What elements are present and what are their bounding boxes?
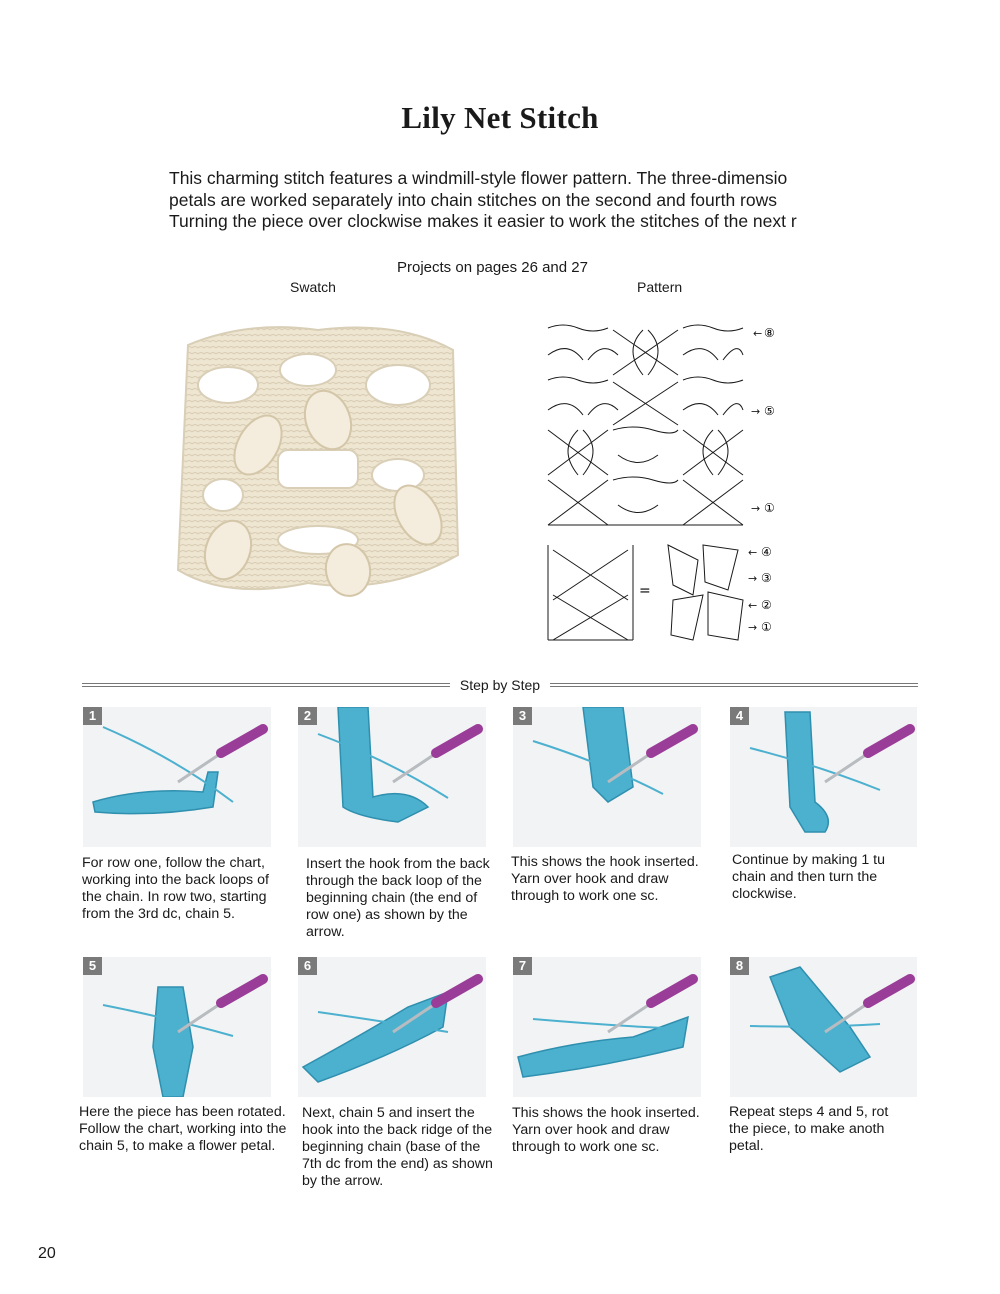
step-caption bbox=[729, 1104, 888, 1155]
caption-line: the piece, to make anoth bbox=[729, 1121, 885, 1137]
step-photo bbox=[513, 707, 701, 847]
step-caption bbox=[82, 855, 269, 923]
page-title: Lily Net Stitch bbox=[401, 100, 599, 135]
svg-text:←: ← bbox=[753, 327, 763, 340]
petal-marker-4: ④ bbox=[761, 545, 772, 559]
pattern-chart bbox=[543, 320, 783, 650]
yarn-strand bbox=[318, 734, 448, 798]
caption-line: petal. bbox=[729, 1138, 764, 1154]
projects-note: Projects on pages 26 and 27 bbox=[397, 259, 588, 276]
equals-sign: = bbox=[639, 583, 651, 599]
step-caption bbox=[732, 852, 885, 903]
step-caption bbox=[79, 1104, 286, 1155]
caption-line: the chain. In row two, starting bbox=[82, 889, 267, 905]
step-number-badge: 3 bbox=[513, 707, 532, 725]
caption-line: This shows the hook inserted. bbox=[511, 854, 699, 870]
chart-marker-8: ⑧ bbox=[764, 326, 775, 340]
caption-line: arrow. bbox=[306, 924, 345, 940]
caption-line: through the back loop of the bbox=[306, 873, 482, 889]
caption-line: Here the piece has been rotated. bbox=[79, 1104, 286, 1120]
petal-marker-3: ③ bbox=[761, 571, 772, 585]
crochet-piece bbox=[153, 987, 193, 1097]
step-number-badge: 7 bbox=[513, 957, 532, 975]
caption-line: Yarn over hook and draw bbox=[512, 1122, 670, 1138]
crochet-piece bbox=[518, 1017, 688, 1077]
caption-line: beginning chain (the end of bbox=[306, 890, 478, 906]
step-photo bbox=[513, 957, 701, 1097]
step-number-badge: 5 bbox=[83, 957, 102, 975]
step-number-badge: 1 bbox=[83, 707, 102, 725]
yarn-strand bbox=[750, 748, 880, 790]
caption-line: Continue by making 1 tu bbox=[732, 852, 886, 868]
pattern-label: Pattern bbox=[637, 279, 683, 295]
caption-line: row one) as shown by the bbox=[306, 907, 468, 923]
caption-line: Insert the hook from the back bbox=[306, 856, 490, 872]
svg-text:→: → bbox=[751, 405, 761, 418]
petal-marker-1: ① bbox=[761, 620, 772, 634]
step-caption bbox=[306, 856, 490, 941]
svg-text:←: ← bbox=[748, 546, 758, 559]
caption-line: hook into the back ridge of the bbox=[302, 1122, 493, 1138]
svg-text:←: ← bbox=[748, 599, 758, 612]
step-caption bbox=[302, 1105, 493, 1190]
yarn-strand bbox=[533, 1019, 663, 1028]
caption-line: through to work one sc. bbox=[511, 888, 659, 904]
svg-text:→: → bbox=[748, 572, 758, 585]
intro-line: Turning the piece over clockwise makes it easier to work the stitches of the next r bbox=[169, 211, 797, 231]
step-photo bbox=[298, 957, 486, 1097]
intro-paragraph bbox=[169, 168, 849, 233]
swatch-photo bbox=[168, 315, 468, 605]
caption-line: working into the back loops of bbox=[82, 872, 269, 888]
petal-marker-2: ② bbox=[761, 598, 772, 612]
step-caption bbox=[511, 854, 699, 905]
caption-line: beginning chain (base of the bbox=[302, 1139, 481, 1155]
caption-line: This shows the hook inserted. bbox=[512, 1105, 700, 1121]
caption-line: through to work one sc. bbox=[512, 1139, 660, 1155]
intro-line: This charming stitch features a windmill-style flower pattern. The three-dimensio bbox=[169, 168, 788, 188]
caption-line: For row one, follow the chart, bbox=[82, 855, 265, 871]
swatch-label: Swatch bbox=[290, 279, 336, 295]
page-number: 20 bbox=[38, 1245, 56, 1262]
hook-handle bbox=[868, 729, 910, 753]
step-photo bbox=[83, 957, 271, 1097]
step-number-badge: 4 bbox=[730, 707, 749, 725]
crochet-piece bbox=[583, 707, 633, 802]
step-number-badge: 6 bbox=[298, 957, 317, 975]
svg-text:→: → bbox=[751, 502, 761, 515]
caption-line: by the arrow. bbox=[302, 1173, 384, 1189]
step-photo bbox=[730, 957, 917, 1097]
crochet-piece bbox=[338, 707, 428, 822]
svg-text:→: → bbox=[748, 621, 758, 634]
step-by-step-heading: Step by Step bbox=[0, 677, 1000, 693]
hook-shaft bbox=[393, 752, 438, 782]
caption-line: 7th dc from the end) as shown bbox=[302, 1156, 493, 1172]
caption-line: Next, chain 5 and insert the bbox=[302, 1105, 475, 1121]
caption-line: Follow the chart, working into the bbox=[79, 1121, 287, 1137]
crochet-piece bbox=[770, 967, 870, 1072]
step-number-badge: 8 bbox=[730, 957, 749, 975]
caption-line: Yarn over hook and draw bbox=[511, 871, 669, 887]
chart-marker-5: ⑤ bbox=[764, 404, 775, 418]
chart-marker-1: ① bbox=[764, 501, 775, 515]
caption-line: chain and then turn the bbox=[732, 869, 878, 885]
caption-line: clockwise. bbox=[732, 886, 797, 902]
step-photo bbox=[83, 707, 271, 847]
hook-handle bbox=[221, 979, 263, 1003]
caption-line: from the 3rd dc, chain 5. bbox=[82, 906, 235, 922]
hook-handle bbox=[651, 979, 693, 1003]
step-caption bbox=[512, 1105, 700, 1156]
step-number-badge: 2 bbox=[298, 707, 317, 725]
intro-line: petals are worked separately into chain stitches on the second and fourth rows bbox=[169, 189, 777, 210]
hook-handle bbox=[651, 729, 693, 753]
step-photo bbox=[298, 707, 486, 847]
hook-handle bbox=[436, 979, 478, 1003]
hook-handle bbox=[868, 979, 910, 1003]
caption-line: chain 5, to make a flower petal. bbox=[79, 1138, 276, 1154]
hook-handle bbox=[221, 729, 263, 753]
hook-handle bbox=[436, 729, 478, 753]
caption-line: Repeat steps 4 and 5, rot bbox=[729, 1104, 889, 1120]
crochet-piece bbox=[303, 992, 448, 1082]
crochet-piece bbox=[785, 712, 828, 832]
step-photo bbox=[730, 707, 917, 847]
